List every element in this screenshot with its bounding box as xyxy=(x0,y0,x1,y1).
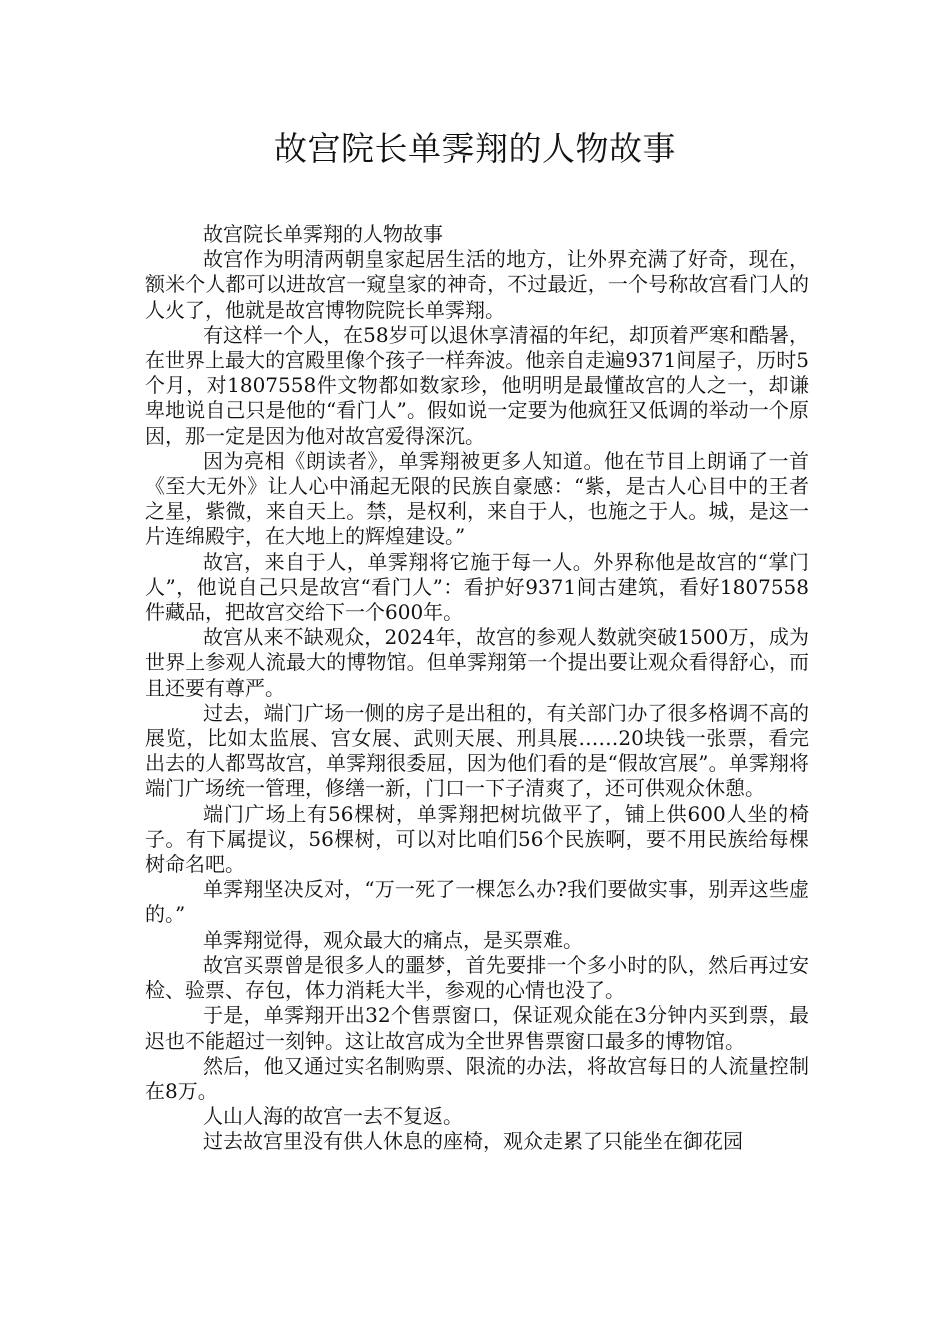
paragraph-10: 单霁翔觉得，观众最大的痛点，是买票难。 xyxy=(203,927,583,952)
paragraph-2: 故宫作为明清两朝皇家起居生活的地方，让外界充满了好奇，现在，额米个人都可以进故宫一窥皇家的神奇，不过最近，一个号称故宫看门人的人火了，他就是故宫博物院院长单霁翔。 xyxy=(145,247,809,322)
paragraph-6: 故宫从来不缺观众，2024年，故宫的参观人数就突破1500万，成为世界上参观人流最大的博物馆。但单霁翔第一个提出要让观众看得舒心，而且还要有尊严。 xyxy=(145,625,809,700)
paragraph-4: 因为亮相《朗读者》，单霁翔被更多人知道。他在节目上朗诵了一首《至大无外》让人心中涌起无限的民族自豪感：“紫，是古人心目中的王者之星，紫微，来自天上。禁，是权利，来自于人，也施之于人。城，是这一片连绵殿宇，在大地上的辉煌建设。” xyxy=(145,448,809,549)
paragraph-8: 端门广场上有56棵树，单霁翔把树坑做平了，铺上供600人坐的椅子。有下属提议，56棵树，可以对比咱们56个民族啊，要不用民族给每棵树命名吧。 xyxy=(145,801,809,877)
document-title: 故宫院长单霁翔的人物故事 xyxy=(274,129,676,168)
document-body xyxy=(145,222,809,1155)
paragraph-15: 过去故宫里没有供人休息的座椅，观众走累了只能坐在御花园 xyxy=(203,1129,743,1154)
paragraph-1: 故宫院长单霁翔的人物故事 xyxy=(203,222,443,246)
paragraph-11: 故宫买票曾是很多人的噩梦，首先要排一个多小时的队，然后再过安检、验票、存包，体力消耗大半，参观的心情也没了。 xyxy=(145,952,809,1003)
paragraph-9: 单霁翔坚决反对，“万一死了一棵怎么办?我们要做实事，别弄这些虚的。” xyxy=(145,877,809,927)
paragraph-12: 于是，单霁翔开出32个售票窗口，保证观众能在3分钟内买到票，最迟也不能超过一刻钟。这让故宫成为全世界售票窗口最多的博物馆。 xyxy=(145,1003,809,1053)
paragraph-14: 人山人海的故宫一去不复返。 xyxy=(203,1104,463,1129)
paragraph-5: 故宫，来自于人，单霁翔将它施于每一人。外界称他是故宫的“掌门人”，他说自己只是故宫“看门人”：看护好9371间古建筑，看好1807558件藏品，把故宫交给下一个600年。 xyxy=(145,549,809,625)
paragraph-13: 然后，他又通过实名制购票、限流的办法，将故宫每日的人流量控制在8万。 xyxy=(145,1053,809,1103)
paragraph-3: 有这样一个人，在58岁可以退休享清福的年纪，却顶着严寒和酷暑，在世界上最大的宫殿里像个孩子一样奔波。他亲自走遍9371间屋子，历时5个月，对1807558件文物都如数家珍，他明明是最懂故宫的人之一，却谦卑地说自己只是他的“看门人”。假如说一定要为他疯狂又低调的举动一个原因，那一定是因为他对故宫爱得深沉。 xyxy=(145,322,809,448)
paragraph-7: 过去，端门广场一侧的房子是出租的，有关部门办了很多格调不高的展览，比如太监展、宫女展、武则天展、刑具展……20块钱一张票，看完出去的人都骂故宫，单霁翔很委屈，因为他们看的是“假故宫展”。单霁翔将端门广场统一管理，修缮一新，门口一下子清爽了，还可供观众休憩。 xyxy=(145,700,809,801)
